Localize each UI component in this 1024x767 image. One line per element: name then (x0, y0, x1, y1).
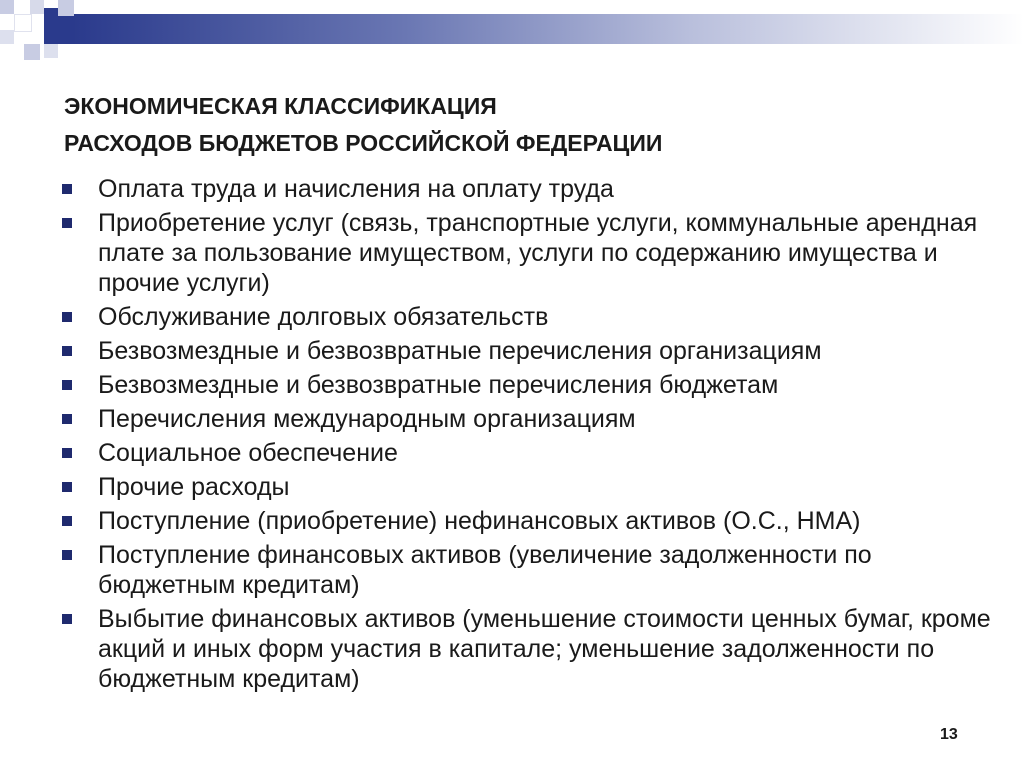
list-item (62, 604, 1002, 694)
decor-square (44, 44, 58, 58)
list-item-text: Безвозмездные и безвозвратные перечисления организациям (98, 337, 822, 365)
square-bullet-icon (62, 312, 72, 322)
slide-title (64, 88, 964, 162)
decor-square (0, 0, 14, 14)
square-bullet-icon (62, 218, 72, 228)
list-item (62, 438, 1002, 468)
list-item-text: Перечисления международным организациям (98, 405, 636, 433)
list-item (62, 336, 1002, 366)
square-bullet-icon (62, 614, 72, 624)
list-item (62, 472, 1002, 502)
list-item (62, 370, 1002, 400)
header-gradient-band (72, 14, 1024, 44)
list-item (62, 208, 1002, 298)
page-number: 13 (940, 726, 958, 743)
list-item-text: Поступление (приобретение) нефинансовых активов (О.С., НМА) (98, 507, 861, 535)
list-item (62, 302, 1002, 332)
list-item (62, 404, 1002, 434)
slide-title-line: РАСХОДОВ БЮДЖЕТОВ РОССИЙСКОЙ ФЕДЕРАЦИИ (64, 130, 663, 156)
list-item (62, 540, 1002, 600)
list-item-text: Поступление финансовых активов (увеличение задолженности по бюджетным кредитам) (98, 541, 872, 599)
square-bullet-icon (62, 482, 72, 492)
square-bullet-icon (62, 448, 72, 458)
square-bullet-icon (62, 516, 72, 526)
list-item-text: Приобретение услуг (связь, транспортные услуги, коммунальные арендная плате за пользование имуществом, услуги по содержанию имущества и прочие услуги) (98, 209, 978, 297)
slide-title-line: ЭКОНОМИЧЕСКАЯ КЛАССИФИКАЦИЯ (64, 93, 497, 119)
list-item-text: Безвозмездные и безвозвратные перечисления бюджетам (98, 371, 779, 399)
list-item (62, 174, 1002, 204)
decor-square (14, 14, 32, 32)
decor-square (24, 44, 40, 60)
list-item-text: Выбытие финансовых активов (уменьшение стоимости ценных бумаг, кроме акций и иных форм участия в капитале; уменьшение задолженности по бюджетным кредитам) (98, 605, 991, 693)
square-bullet-icon (62, 550, 72, 560)
list-item-text: Оплата труда и начисления на оплату труда (98, 175, 614, 203)
decor-square (58, 0, 74, 16)
square-bullet-icon (62, 184, 72, 194)
list-item-text: Прочие расходы (98, 473, 290, 501)
expense-classification-list (62, 174, 1002, 698)
list-item (62, 506, 1002, 536)
square-bullet-icon (62, 414, 72, 424)
decor-square (30, 0, 44, 14)
square-bullet-icon (62, 346, 72, 356)
decor-square (0, 30, 14, 44)
list-item-text: Социальное обеспечение (98, 439, 398, 467)
list-item-text: Обслуживание долговых обязательств (98, 303, 549, 331)
square-bullet-icon (62, 380, 72, 390)
